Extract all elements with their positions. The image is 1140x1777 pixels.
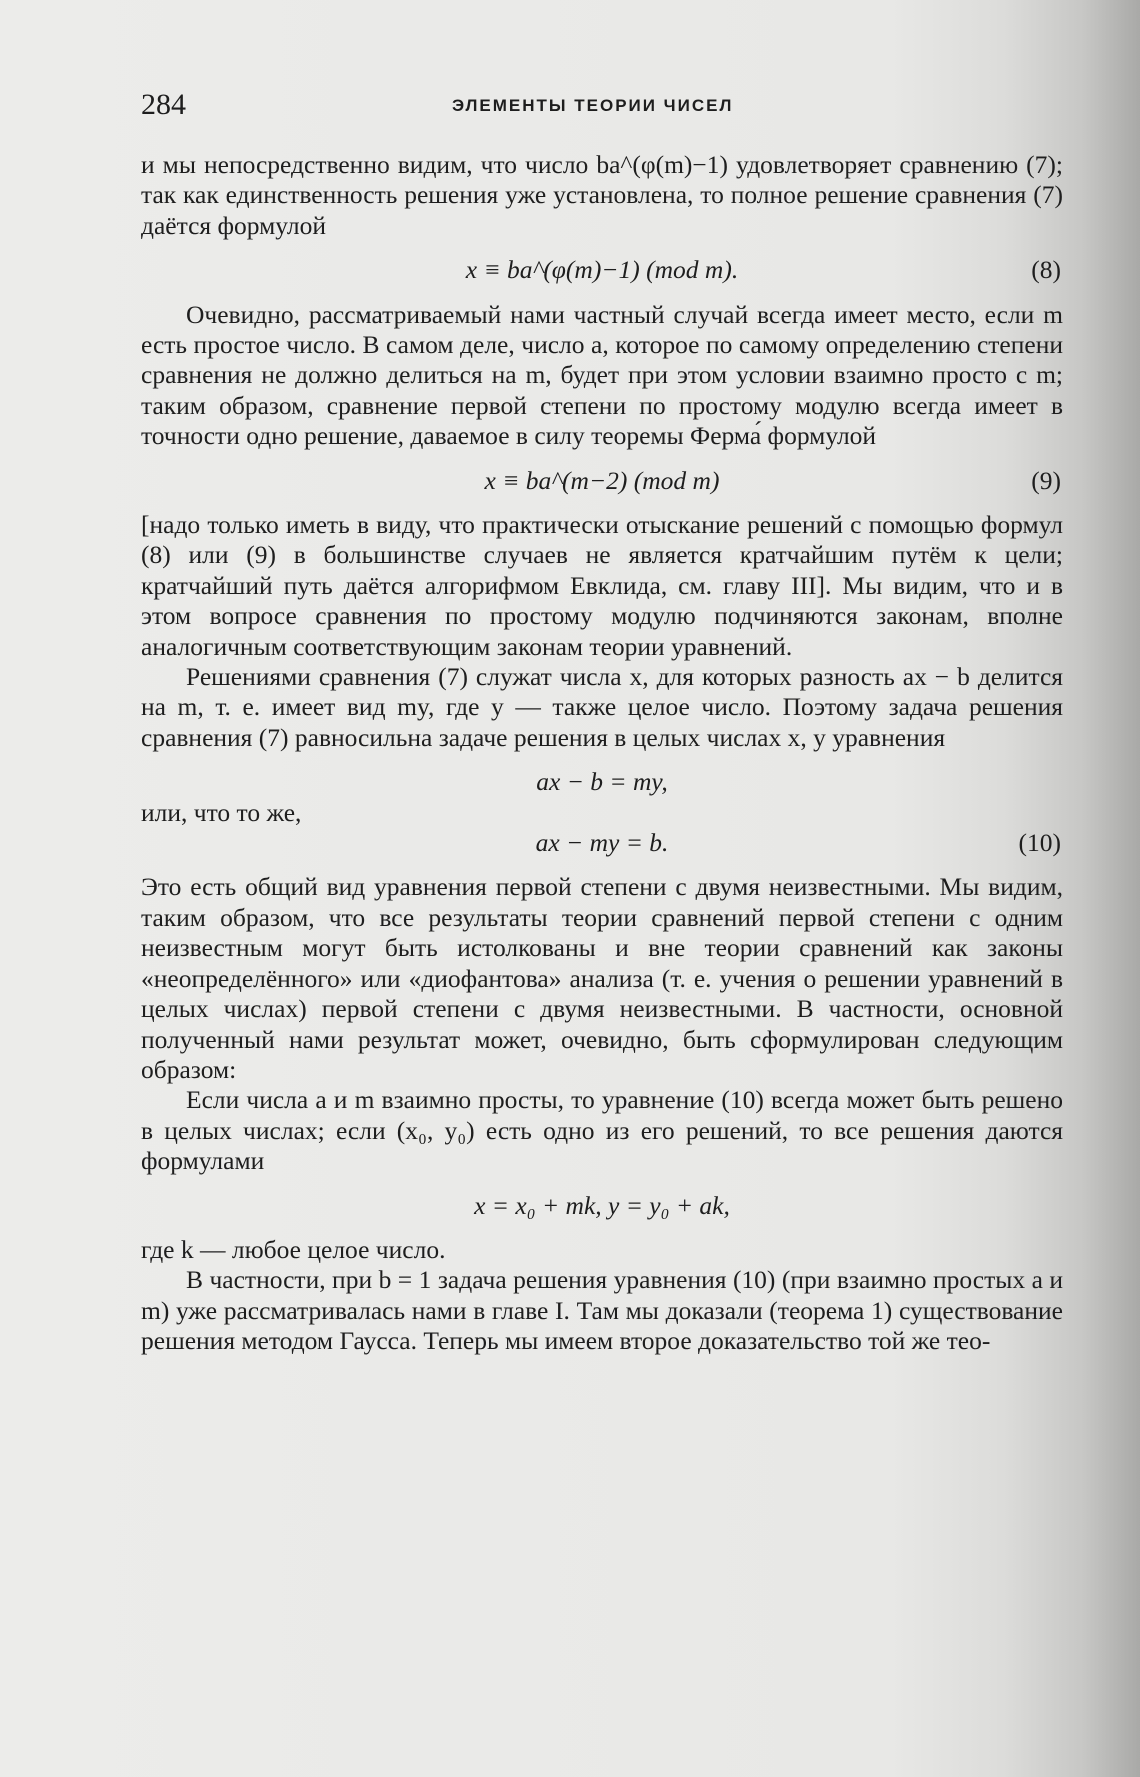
theorem-statement: Если числа a и m взаимно просты, то уравнение (10) всегда может быть решено в целых числах; если (x₀, y₀) есть одно из его решений, то все решения даются формулами bbox=[141, 1085, 1063, 1176]
equation-number: (8) bbox=[1031, 255, 1061, 285]
equation-number: (10) bbox=[1018, 828, 1061, 858]
paragraph: [надо только иметь в виду, что практически отыскание решений с помощью формул (8) или (9) в большинстве случаев не является кратчайшим путём к цели; кратчайший путь даётся алгорифмом Евклида, см. главу III]. Мы видим, что и в этом вопросе сравнения по простому модулю подчиняются законам, вполне аналогичным соответствующим законам теории уравнений. bbox=[141, 510, 1063, 661]
equation-9 bbox=[141, 466, 1063, 496]
paragraph: Это есть общий вид уравнения первой степени с двумя неизвестными. Мы видим, таким образом, что все результаты теории сравнений первой степени с одним неизвестным могут быть истолкованы и вне теории сравнений как законы «неопределённого» или «диофантова» анализа (т. е. учения о решении уравнений в целых числах) первой степени с двумя неизвестными. В частности, основной полученный нами результат может, очевидно, быть сформулирован следующим образом: bbox=[141, 872, 1063, 1084]
equation-formula: x ≡ ba^(φ(m)−1) (mod m). bbox=[465, 255, 739, 285]
running-title: ЭЛЕМЕНТЫ ТЕОРИИ ЧИСЕЛ bbox=[452, 96, 734, 115]
paragraph: Очевидно, рассматриваемый нами частный случай всегда имеет место, если m есть простое число. В самом деле, число a, которое по самому определению степени сравнения не должно делиться на m, будет при этом условии взаимно просто с m; таким образом, сравнение первой степени по простому модулю всегда имеет в точности одно решение, даваемое в силу теоремы Ферма́ формулой bbox=[141, 299, 1063, 451]
equation-8 bbox=[141, 255, 1063, 285]
paragraph: В частности, при b = 1 задача решения уравнения (10) (при взаимно простых a и m) уже рассматривалась нами в главе I. Там мы доказали (теорема 1) существование решения методом Гаусса. Теперь мы имеем второе доказательство той же тео- bbox=[141, 1265, 1063, 1356]
equation-formula: x = x₀ + mk, y = y₀ + ak, bbox=[474, 1190, 730, 1220]
paragraph: Решениями сравнения (7) служат числа x, для которых разность ax − b делится на m, т. е. имеет вид my, где y — также целое число. Поэтому задача решения сравнения (7) равносильна задаче решения в целых числах x, y уравнения bbox=[141, 662, 1063, 752]
equation-formula: x ≡ ba^(m−2) (mod m) bbox=[484, 465, 720, 495]
theorem-tail: где k — любое целое число. bbox=[141, 1234, 446, 1264]
paragraph: и мы непосредственно видим, что число ba^(φ(m)−1) удовлетворяет сравнению (7); так как единственность решения уже установлена, то полное решение сравнения (7) даётся формулой bbox=[141, 150, 1063, 240]
equation-general-solution bbox=[141, 1191, 1063, 1221]
equation-10 bbox=[141, 828, 1063, 858]
equation-formula: ax − b = my, bbox=[536, 767, 668, 797]
equation-a bbox=[141, 767, 1063, 797]
equation-number: (9) bbox=[1031, 465, 1061, 495]
page-header bbox=[0, 88, 1140, 128]
equation-formula: ax − my = b. bbox=[535, 828, 669, 858]
connector-text: или, что то же, bbox=[141, 797, 302, 827]
page-number: 284 bbox=[141, 88, 186, 121]
body-text bbox=[141, 150, 1063, 1357]
